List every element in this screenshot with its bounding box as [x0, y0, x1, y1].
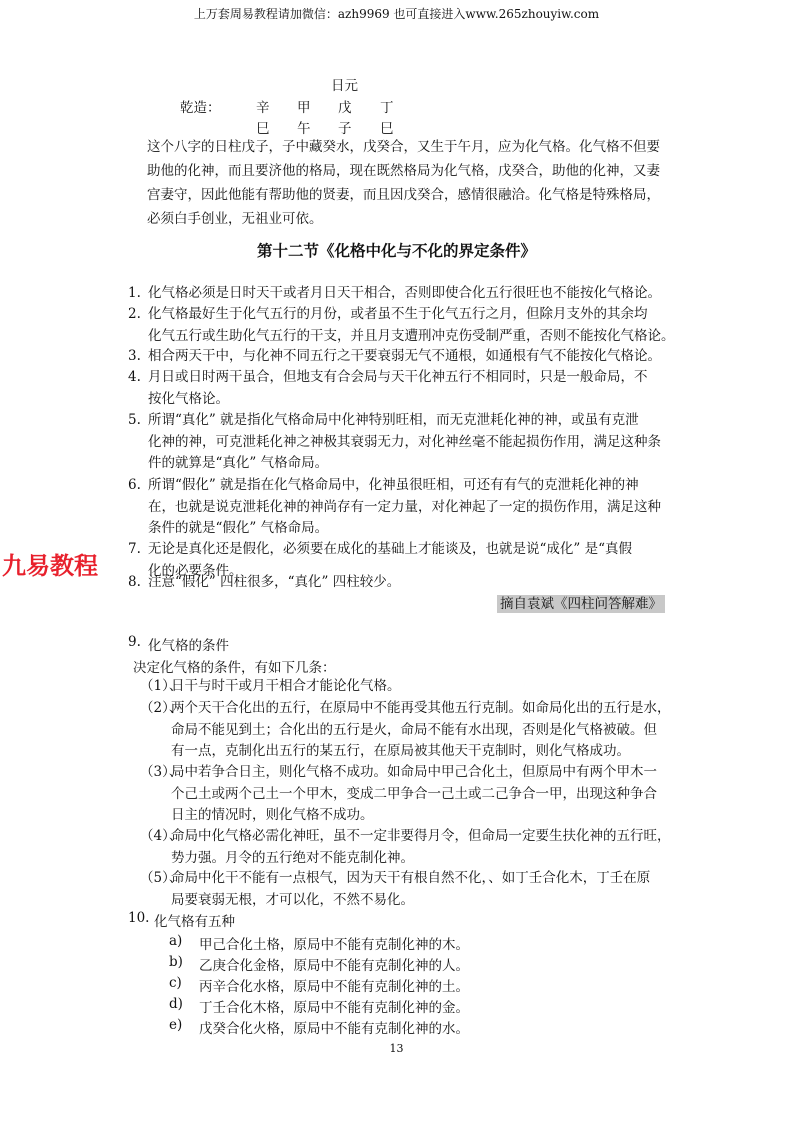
item-number: 1.: [128, 285, 141, 301]
item-number: 2.: [128, 306, 141, 322]
type-text: 乙庚合化金格，原局中不能有克制化神的人。: [199, 958, 469, 974]
condition-number: （3）、: [140, 764, 183, 780]
source-citation: 摘自袁斌《四柱问答解难》: [497, 595, 665, 613]
hour-stem: 丁: [380, 100, 394, 116]
condition-number: （5）、: [140, 870, 183, 886]
item-line: 化气格必须是日时天干或者月日天干相合，否则即使合化五行很旺也不能按化气格论。: [148, 285, 661, 301]
condition-number: （4）、: [140, 828, 183, 844]
condition-line: 日干与时干或月干相合才能论化气格。: [171, 678, 401, 694]
watermark-logo: 九易教程: [2, 552, 98, 580]
item-line: 注意“假化” 四柱很多，“真化” 四柱较少。: [148, 574, 401, 590]
condition-number: （1）、: [140, 678, 183, 694]
intro-paragraph: [147, 135, 687, 231]
item-number: 3.: [128, 348, 141, 364]
year-branch: 巳: [256, 121, 270, 137]
qianzao-label: 乾造：: [180, 100, 221, 116]
type-text: 戊癸合化火格，原局中不能有克制化神的水。: [199, 1021, 469, 1037]
item10-number: 10.: [128, 910, 150, 926]
item-line: 相合两天干中，与化神不同五行之干要衰弱无气不通根，如通根有气不能按化气格论。: [148, 348, 661, 364]
day-branch: 子: [338, 121, 352, 137]
day-stem: 戊: [338, 100, 352, 116]
item-line: 化的必要条件。: [148, 562, 243, 579]
item-number: 4.: [128, 369, 141, 385]
condition-line: 局中若争合日主，则化气格不成功。如命局中甲己合化土，但原局中有两个甲木一: [171, 764, 657, 780]
type-text: 丁壬合化木格，原局中不能有克制化神的金。: [199, 1000, 469, 1016]
type-marker: c): [169, 975, 182, 991]
item9-intro: 决定化气格的条件，有如下几条：: [133, 660, 336, 676]
item9-title: 化气格的条件: [148, 638, 229, 654]
type-marker: d): [169, 996, 183, 1012]
section-title: 第十二节《化格中化与不化的界定条件》: [256, 241, 536, 260]
year-stem: 辛: [256, 100, 270, 116]
item-line: 月日或日时两干虽合，但地支有合会局与天干化神五行不相同时，只是一般命局，不: [148, 369, 648, 385]
condition-line: 命局中化干不能有一点根气，因为天干有根自然不化，、如丁壬合化木，丁壬在原: [171, 870, 651, 886]
type-text: 甲己合化土格，原局中不能有克制化神的木。: [199, 937, 469, 953]
item-line: 件的就算是“真化” 气格命局。: [148, 455, 329, 471]
intro-line: 必须白手创业，无祖业可依。: [147, 211, 323, 227]
item-number: 8.: [128, 574, 141, 590]
hour-branch: 巳: [380, 121, 394, 137]
type-marker: e): [169, 1017, 183, 1033]
item-number: 7.: [128, 541, 141, 557]
item-line: 化气五行或生助化气五行的干支，并且月支遭刑冲克伤受制严重，否则不能按化气格论。: [148, 327, 675, 344]
condition-line: 命局不能见到土；合化出的五行是火，命局不能有水出现，否则是化气格被破。但: [171, 721, 657, 738]
condition-line: 局要衰弱无根，才可以化，不然不易化。: [171, 891, 414, 908]
item-line: 所谓“真化” 就是指化气格命局中化神特别旺相，而无克泄耗化神的神，或虽有克泄: [148, 412, 639, 428]
item-line: 按化气格论。: [148, 390, 229, 407]
item-line: 条件的就是“假化” 气格命局。: [148, 520, 329, 536]
condition-line: 两个天干合化出的五行，在原局中不能再受其他五行克制。如命局化出的五行是水，: [171, 700, 671, 716]
month-branch: 午: [297, 121, 311, 137]
day-master-label: 日元: [331, 78, 358, 94]
item-line: 在，也就是说克泄耗化神的神尚存有一定力量，对化神起了一定的损伤作用，满足这种: [148, 498, 661, 515]
item9-number: 9.: [128, 634, 141, 650]
condition-line: 命局中化气格必需化神旺，虽不一定非要得月令，但命局一定要生扶化神的五行旺，: [171, 828, 671, 844]
item10-title: 化气格有五种: [154, 914, 235, 930]
condition-line: 势力强。月令的五行绝对不能克制化神。: [171, 849, 414, 866]
type-marker: a): [169, 933, 183, 949]
condition-number: （2）、: [140, 700, 183, 716]
condition-line: 日主的情况时，则化气格不成功。: [171, 807, 374, 823]
type-marker: b): [169, 954, 183, 970]
page-header: 上万套周易教程请加微信：azh9969 也可直接进入www.265zhouyiw.com: [193, 7, 600, 21]
intro-line: 助他的化神，而且要济他的格局，现在既然格局为化气格，戊癸合，助他的化神，又妻: [147, 163, 660, 179]
item-number: 5.: [128, 412, 141, 428]
condition-line: 有一点，克制化出五行的某五行，在原局被其他天干克制时，则化气格成功。: [171, 743, 630, 759]
page-number: 13: [389, 1042, 404, 1055]
item-line: 化神的神，可克泄耗化神之神极其衰弱无力，对化神丝毫不能起损伤作用，满足这种条: [148, 433, 661, 450]
item-line: 所谓“假化” 就是指在化气格命局中，化神虽很旺相，可还有有气的克泄耗化神的神: [148, 477, 639, 493]
item-line: 化气格最好生于化气五行的月份，或者虽不生于化气五行之月，但除月支外的其余均: [148, 306, 648, 322]
item-line: 无论是真化还是假化，必须要在成化的基础上才能谈及，也就是说“成化” 是“真假: [148, 541, 632, 557]
intro-line: 宫妻守，因此他能有帮助他的贤妻，而且因戊癸合，感情很融洽。化气格是特殊格局，: [147, 187, 660, 203]
month-stem: 甲: [297, 100, 311, 116]
type-text: 丙辛合化水格，原局中不能有克制化神的土。: [199, 979, 469, 995]
condition-line: 个己土或两个己土一个甲木，变成二甲争合一己土或二己争合一甲，出现这种争合: [171, 785, 657, 802]
intro-line: 这个八字的日柱戊子，子中藏癸水，戊癸合，又生于午月，应为化气格。化气格不但要: [147, 139, 660, 155]
item-number: 6.: [128, 477, 141, 493]
